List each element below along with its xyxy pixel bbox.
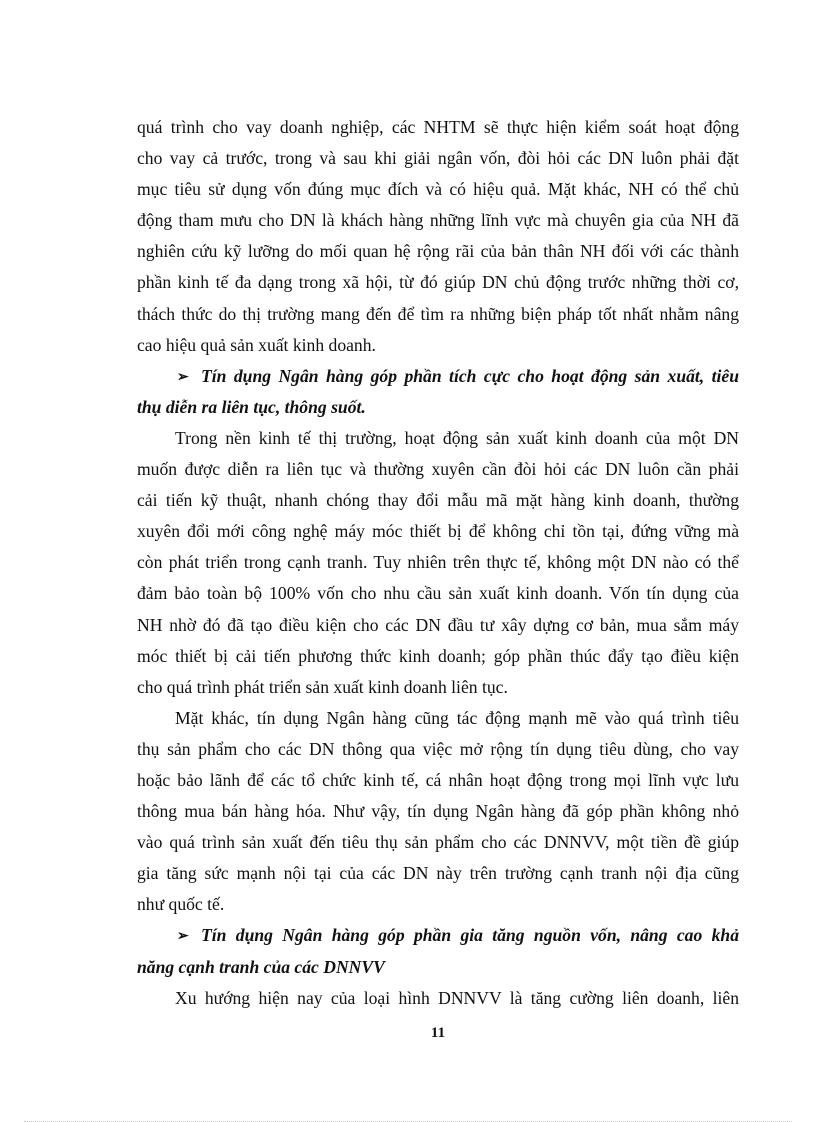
text-line: nghiên cứu kỹ lưỡng do mối quan hệ rộng rãi của bản thân NH đối với các thành [137, 241, 739, 262]
text-line: hoặc bảo lãnh để các tổ chức kinh tế, cá nhân hoạt động trong mọi lĩnh vực lưu [137, 769, 739, 790]
document-body [137, 112, 739, 1014]
text-line: động tham mưu cho DN là khách hàng những lĩnh vực mà chuyên gia của NH đã [137, 210, 739, 231]
text-line: thông mua bán hàng hóa. Như vậy, tín dụng Ngân hàng đã góp phần không nhỏ [137, 801, 739, 822]
heading-text: Tín dụng Ngân hàng góp phần tích cực cho hoạt động sản xuất, tiêu [201, 365, 739, 386]
text-line: muốn được diễn ra liên tục và thường xuyên cần đòi hỏi các DN luôn cần phải [137, 459, 739, 480]
page-bottom-divider [24, 1121, 792, 1122]
heading-line: năng cạnh tranh của các DNNVV [137, 956, 385, 977]
text-line: cho vay cả trước, trong và sau khi giải ngân vốn, đòi hỏi các DN luôn phải đặt [137, 148, 739, 169]
section-heading-2 [137, 920, 739, 982]
paragraph-3 [137, 703, 739, 921]
text-line: cải tiến kỹ thuật, nhanh chóng thay đổi mẫu mã mặt hàng kinh doanh, thường [137, 490, 739, 511]
text-line: thụ sản phẩm cho các DN thông qua việc mở rộng tín dụng tiêu dùng, cho vay [137, 738, 739, 759]
text-line: vào quá trình sản xuất đến tiêu thụ sản phẩm cho các DNNVV, một tiền đề giúp [137, 832, 739, 853]
text-line: phần kinh tế đa dạng trong xã hội, từ đó giúp DN chủ động trước những thời cơ, [137, 272, 739, 293]
text-line: thách thức do thị trường mang đến để tìm ra những biện pháp tốt nhất nhằm nâng [137, 303, 739, 324]
text-line: xuyên đổi mới công nghệ máy móc thiết bị để không chỉ tồn tại, đứng vững mà [137, 521, 739, 542]
text-line: đảm bảo toàn bộ 100% vốn cho nhu cầu sản xuất kinh doanh. Vốn tín dụng của [137, 583, 739, 604]
text-line: móc thiết bị cải tiến phương thức kinh doanh; góp phần thúc đẩy tạo điều kiện [137, 645, 739, 666]
arrow-bullet-icon: ➢ [177, 929, 189, 945]
text-line: Mặt khác, tín dụng Ngân hàng cũng tác động mạnh mẽ vào quá trình tiêu [175, 707, 739, 728]
text-line: mục tiêu sử dụng vốn đúng mục đích và có hiệu quả. Mặt khác, NH có thể chủ [137, 179, 739, 200]
paragraph-2 [137, 423, 739, 703]
paragraph-1 [137, 112, 739, 361]
text-line: Trong nền kinh tế thị trường, hoạt động sản xuất kinh doanh của một DN [175, 427, 739, 448]
section-heading-1 [137, 361, 739, 423]
text-line: quá trình cho vay doanh nghiệp, các NHTM sẽ thực hiện kiểm soát hoạt động [137, 117, 739, 137]
paragraph-4 [137, 983, 739, 1014]
text-line: NH nhờ đó đã tạo điều kiện cho các DN đầu tư xây dựng cơ bản, mua sắm máy [137, 614, 739, 635]
text-line: cao hiệu quả sản xuất kinh doanh. [137, 334, 376, 355]
text-line: gia tăng sức mạnh nội tại của các DN này trên trường cạnh tranh nội địa cũng [137, 863, 739, 884]
heading-text: Tín dụng Ngân hàng góp phần gia tăng nguồn vốn, nâng cao khả [201, 925, 739, 946]
text-line: còn phát triển trong cạnh tranh. Tuy nhiên trên thực tế, không một DN nào có thể [137, 552, 739, 573]
text-line: như quốc tế. [137, 894, 225, 915]
text-line: cho quá trình phát triển sản xuất kinh doanh liên tục. [137, 676, 508, 697]
arrow-bullet-icon: ➢ [177, 369, 189, 385]
text-line: Xu hướng hiện nay của loại hình DNNVV là tăng cường liên doanh, liên [175, 987, 739, 1008]
heading-line [137, 920, 739, 951]
heading-line [137, 361, 739, 392]
page-number: 11 [430, 1025, 446, 1041]
heading-line: thụ diễn ra liên tục, thông suốt. [137, 396, 366, 417]
